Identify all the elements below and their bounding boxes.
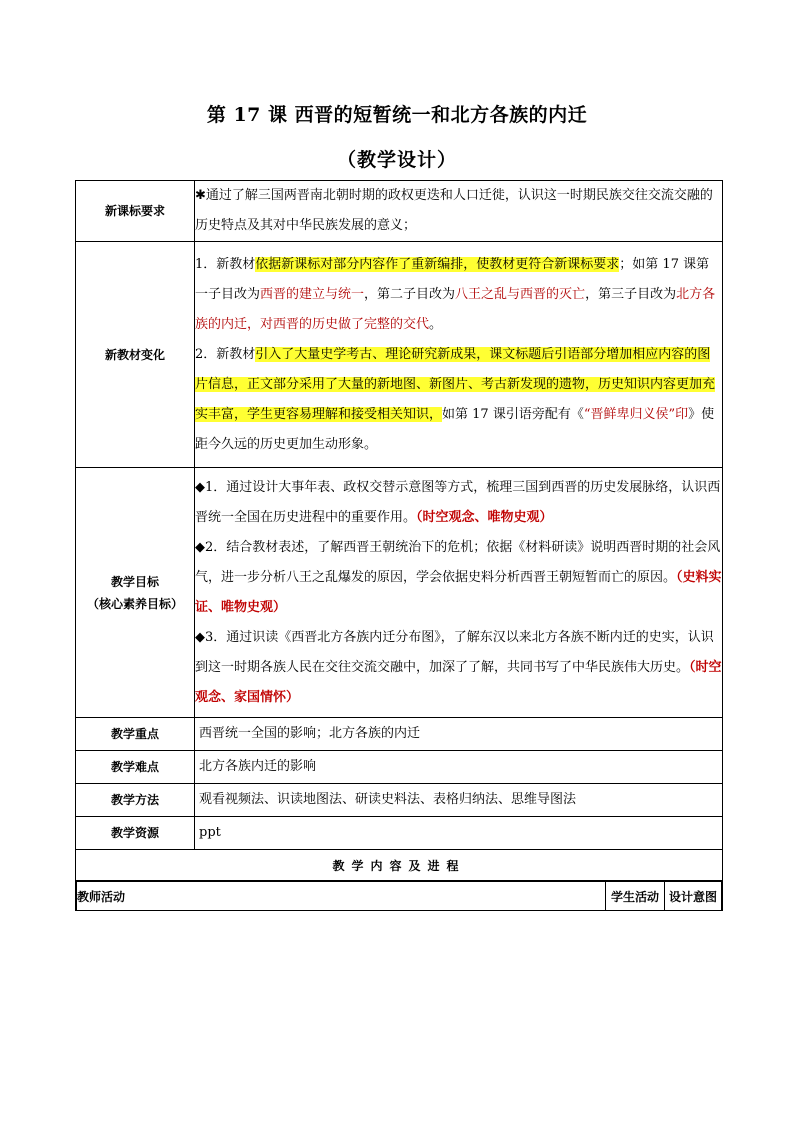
goal-2: ◆2．结合教材表述，了解西晋王朝统治下的危机；依据《材料研读》说明西晋时期的社会风气，进一步分析八王之乱爆发的原因，学会依据史料分析西晋王朝短暂而亡的原因。（史料实证、唯物史观） xyxy=(195,539,722,615)
resources-label: 教学资源 xyxy=(76,817,195,850)
difficulties-row xyxy=(76,751,723,784)
methods-text: 观看视频法、识读地图法、研读史料法、表格归纳法、思维导图法 xyxy=(195,784,723,817)
lesson-subtitle: （教学设计） xyxy=(336,149,457,171)
goals-content xyxy=(195,468,723,718)
process-columns-row xyxy=(76,881,723,912)
textbook-paragraph-2: 2．新教材引入了大量史学考古、理论研究新成果，课文标题后引语部分增加相应内容的图片信息，正文部分采用了大量的新地图、新图片、考古新发现的遗物，历史知识内容更加充实丰富，学生更容易理解和接受相关知识，如第 17 课引语旁配有《“晋鲜卑归义侯”印》使距今久远的历史更加生动形象。 xyxy=(195,346,716,452)
curriculum-label: 新课标要求 xyxy=(76,181,195,242)
methods-label: 教学方法 xyxy=(76,784,195,817)
goal-3: ◆3．通过识读《西晋北方各族内迁分布图》，了解东汉以来北方各族不断内迁的史实，认识到这一时期各族人民在交往交流交融中，加深了了解，共同书写了中华民族伟大历史。（时空观念、家国情怀） xyxy=(195,629,722,705)
process-title: 教学内容及进程 xyxy=(76,850,723,881)
difficulties-text: 北方各族内迁的影响 xyxy=(195,751,723,784)
teacher-activity-header: 教师活动 xyxy=(77,882,606,911)
textbook-paragraph-1: 1．新教材依据新课标对部分内容作了重新编排，使教材更符合新课标要求；如第 17 课第一子目改为西晋的建立与统一，第二子目改为八王之乱与西晋的灭亡，第三子目改为北方各族的内迁，对西晋的历史做了完整的交代。 xyxy=(195,256,716,332)
goal-1: ◆1．通过设计大事年表、政权交替示意图等方式，梳理三国到西晋的历史发展脉络，认识西晋统一全国在历史进程中的重要作用。（时空观念、唯物史观） xyxy=(195,479,721,525)
textbook-row xyxy=(76,242,723,468)
resources-text: ppt xyxy=(195,817,723,850)
goals-row xyxy=(76,468,723,718)
textbook-content xyxy=(195,242,723,468)
methods-row xyxy=(76,784,723,817)
key-points-label: 教学重点 xyxy=(76,718,195,751)
key-points-text: 西晋统一全国的影响；北方各族的内迁 xyxy=(195,718,723,751)
textbook-label: 新教材变化 xyxy=(76,242,195,468)
resources-row xyxy=(76,817,723,850)
lesson-plan-table xyxy=(75,180,723,911)
key-points-row xyxy=(76,718,723,751)
goals-label: 教学目标 （核心素养目标） xyxy=(76,468,195,718)
process-title-row xyxy=(76,850,723,881)
curriculum-text: ✱通过了解三国两晋南北朝时期的政权更迭和人口迁徙，认识这一时期民族交往交流交融的历史特点及其对中华民族发展的意义； xyxy=(195,181,723,242)
difficulties-label: 教学难点 xyxy=(76,751,195,784)
lesson-title: 第 17 课 西晋的短暂统一和北方各族的内迁 xyxy=(206,104,588,126)
design-intent-header: 设计意图 xyxy=(665,882,722,911)
curriculum-row xyxy=(76,181,723,242)
process-columns xyxy=(76,881,722,911)
student-activity-header: 学生活动 xyxy=(606,882,665,911)
